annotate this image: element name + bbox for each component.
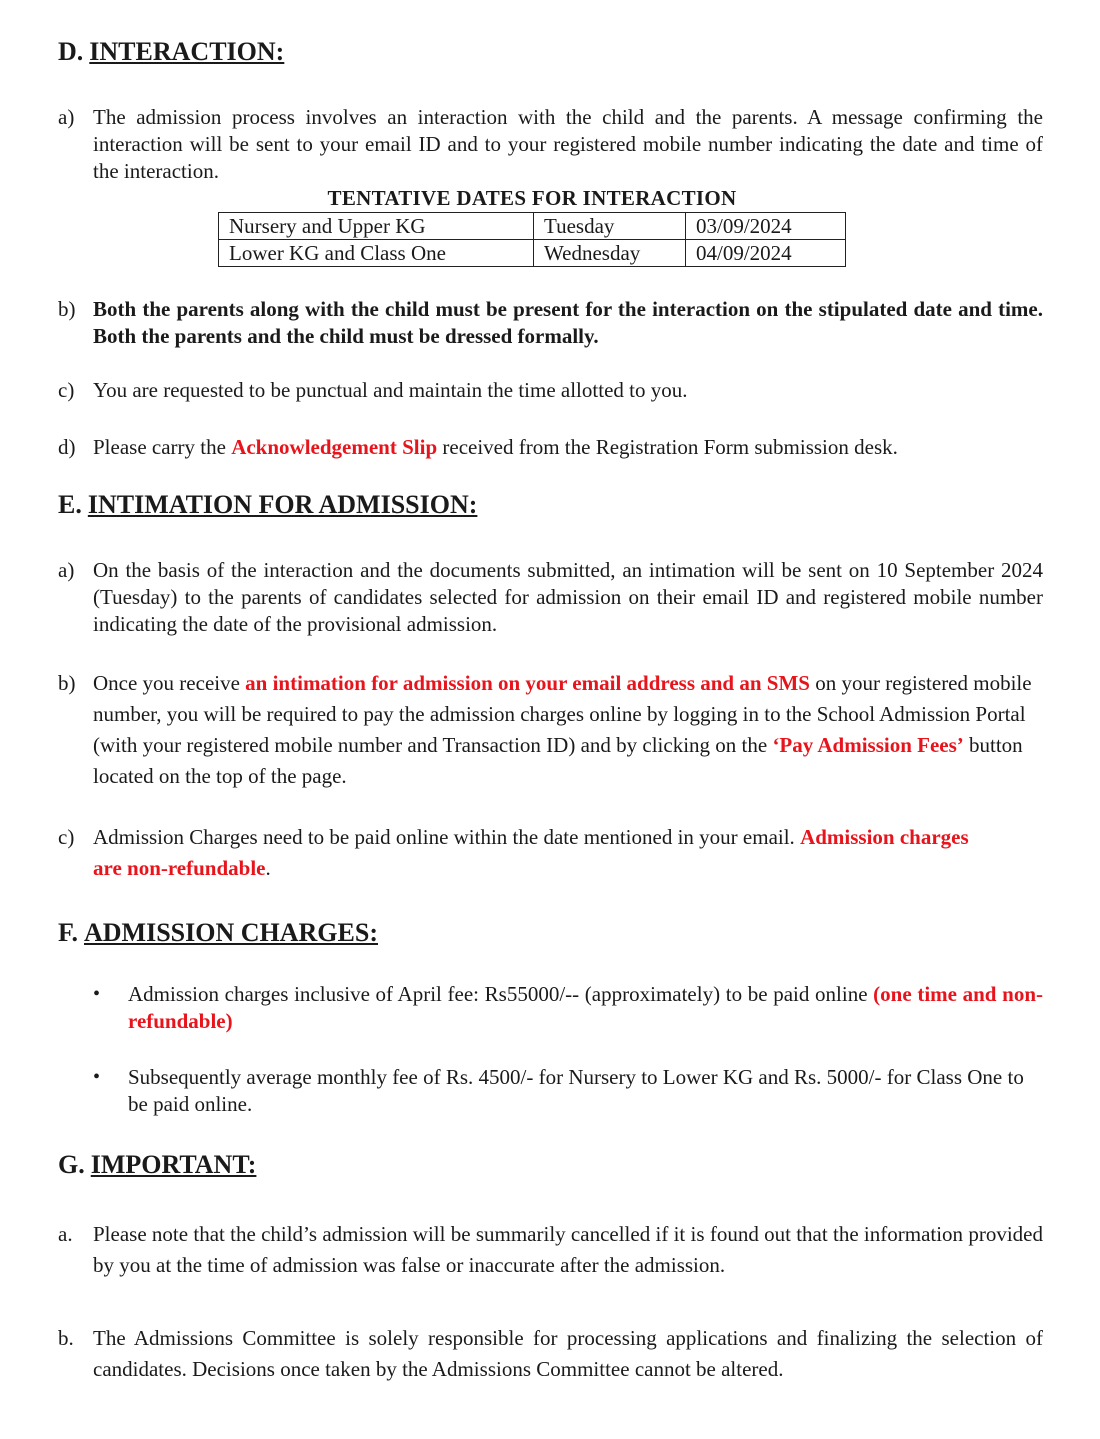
section-e-heading [58,490,477,520]
one-time-highlight: (one time and non-refundable) [128,982,1043,1033]
g-item-b-text: The Admissions Committee is solely responsible for processing applications and finalizing the selection of candidates. Decisions once taken by the Admissions Committee cannot be altered. [93,1326,1043,1381]
section-f-letter: F. [58,918,78,947]
f-bullet-two [93,1064,1043,1118]
e-item-c [58,822,1043,884]
e-item-a [58,557,1043,638]
d-item-d-post: received from the Registration Form submission desk. [437,435,898,459]
d-item-b-text: Both the parents along with the child must be present for the interaction on the stipulated date and time. Both the parents and the child must be dressed formally. [93,297,1043,348]
table-cell-classes: Lower KG and Class One [219,240,534,267]
f-bullet-one [93,981,1043,1035]
table-cell-classes: Nursery and Upper KG [219,213,534,240]
table-row [219,213,846,240]
d-item-a-text: The admission process involves an interaction with the child and the parents. A message confirming the interaction will be sent to your email ID and to your registered mobile number indicating the date and time of the interaction. [93,105,1043,183]
intimation-highlight: an intimation for admission on your email address and an SMS [245,671,810,695]
section-g-letter: G. [58,1150,85,1179]
section-d-title: INTERACTION: [89,37,285,66]
e-item-b-text [93,668,1043,792]
g-item-a-text: Please note that the child’s admission will be summarily cancelled if it is found out that the information provided by you at the time of admission was false or inaccurate after the admission. [93,1222,1043,1277]
e-item-b-pre: Once you receive [93,671,246,695]
d-item-b [58,296,1043,350]
pay-admission-fees-highlight: ‘Pay Admission Fees’ [772,733,964,757]
interaction-table-title: TENTATIVE DATES FOR INTERACTION [327,186,737,210]
e-item-b-post: button located on the top of the page. [93,733,1023,788]
e-item-a-label: a) [58,558,75,582]
bullet-icon: • [93,1066,101,1088]
non-refundable-highlight: Admission charges are non-refundable [93,825,969,880]
d-item-c-text: You are requested to be punctual and maintain the time allotted to you. [93,378,688,402]
interaction-dates-table [218,212,846,267]
d-item-a-label: a) [58,105,75,129]
table-cell-day: Wednesday [534,240,686,267]
section-e-title: INTIMATION FOR ADMISSION: [87,490,478,519]
g-item-a-label: a. [58,1222,73,1246]
d-item-d [58,434,1043,461]
d-item-a [58,104,1043,185]
g-item-a [58,1219,1043,1281]
section-d-heading [58,37,284,67]
d-item-c [58,377,1043,404]
e-item-a-text: On the basis of the interaction and the documents submitted, an intimation will be sent on 10 September 2024 (Tuesday) to the parents of candidates selected for admission on their email ID and registered mobile number indicating the date of the provisional admission. [93,558,1043,636]
section-f-heading [58,918,378,948]
section-g-heading [58,1150,256,1180]
e-item-b [58,668,1043,792]
f-bullet-two-text: Subsequently average monthly fee of Rs. 4500/- for Nursery to Lower KG and Rs. 5000/- for Class One to be paid online. [128,1065,1024,1116]
d-item-b-label: b) [58,297,76,321]
e-item-c-label: c) [58,825,75,849]
d-item-d-label: d) [58,435,76,459]
section-d-letter: D. [58,37,84,66]
bullet-icon: • [93,983,101,1005]
acknowledgement-slip-highlight: Acknowledgement Slip [231,435,438,459]
section-g-title: IMPORTANT: [90,1150,257,1179]
e-item-c-post: . [265,856,271,880]
table-cell-date: 04/09/2024 [686,240,846,267]
e-item-b-label: b) [58,671,76,695]
table-cell-date: 03/09/2024 [686,213,846,240]
section-e-letter: E. [58,490,82,519]
e-item-c-text [93,822,993,884]
g-item-b-label: b. [58,1326,74,1350]
d-item-c-label: c) [58,378,75,402]
e-item-c-pre: Admission Charges need to be paid online within the date mentioned in your email. [93,825,801,849]
section-f-title: ADMISSION CHARGES: [84,918,378,947]
table-cell-day: Tuesday [534,213,686,240]
e-item-b-mid: on your registered mobile number, you will be required to pay the admission charges online by logging in to the School Admission Portal (with your registered mobile number and Transaction ID) and by clicking on the [93,671,1032,757]
d-item-d-text [93,434,1043,461]
f-bullet-one-pre: Admission charges inclusive of April fee: Rs55000/-- (approximately) to be paid online [128,982,874,1006]
g-item-b [58,1323,1043,1385]
d-item-d-pre: Please carry the [93,435,232,459]
table-row [219,240,846,267]
f-bullet-one-text [128,981,1043,1035]
